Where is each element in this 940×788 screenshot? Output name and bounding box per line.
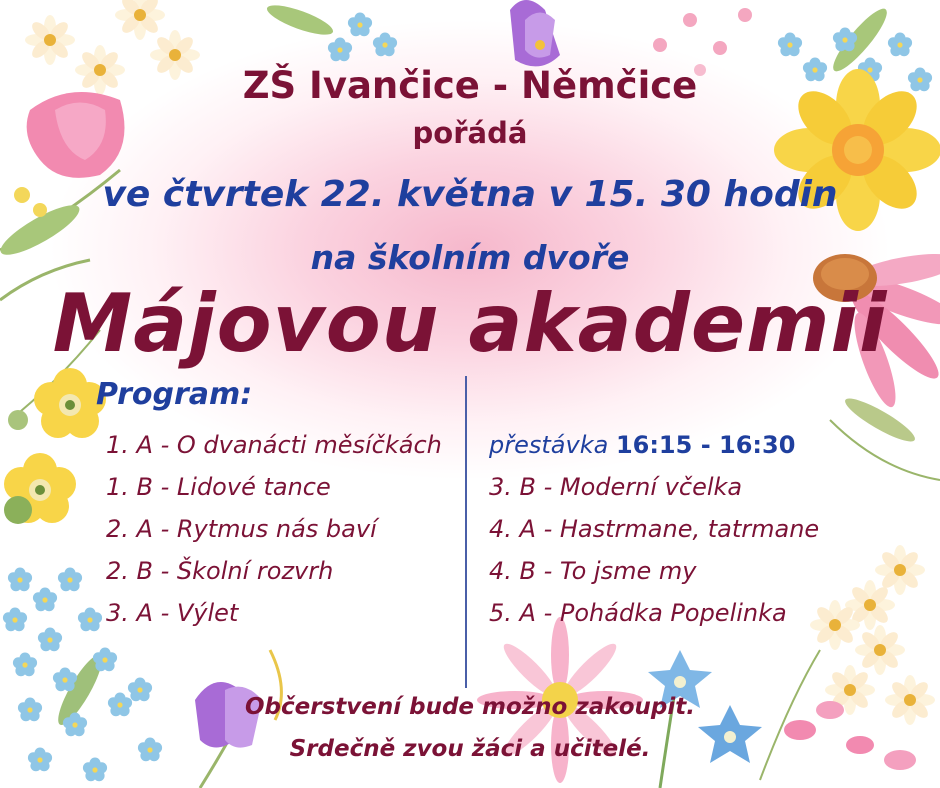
- break-label: přestávka: [489, 431, 609, 459]
- program-item: 3. B - Moderní včelka: [489, 473, 743, 501]
- program-item: 4. A - Hastrmane, tatrmane: [489, 515, 820, 543]
- program-item: 2. A - Rytmus nás baví: [106, 515, 377, 543]
- crocus-icon: [510, 0, 560, 66]
- program-item: 4. B - To jsme my: [489, 557, 697, 585]
- program-item: 2. B - Školní rozvrh: [106, 557, 334, 585]
- break-item: [489, 431, 795, 459]
- program-item: 3. A - Výlet: [106, 599, 239, 627]
- program-item: 1. B - Lidové tance: [106, 473, 331, 501]
- event-place: na školním dvoře: [310, 238, 630, 277]
- event-date-time: ve čtvrtek 22. května v 15. 30 hodin: [102, 174, 838, 215]
- event-title: Májovou akademii: [52, 277, 888, 370]
- program-divider: [465, 376, 467, 688]
- program-item: 5. A - Pohádka Popelinka: [489, 599, 787, 627]
- refreshment-note: Občerstvení bude možno zakoupit.: [244, 694, 696, 720]
- school-name: ZŠ Ivančice - Němčice: [242, 64, 698, 107]
- invitation-note: Srdečně zvou žáci a učitelé.: [289, 736, 651, 762]
- break-time: 16:15 - 16:30: [615, 431, 796, 459]
- organizes-text: pořádá: [412, 116, 528, 150]
- program-heading: Program:: [96, 377, 253, 412]
- program-item: 1. A - O dvanácti měsíčkách: [106, 431, 442, 459]
